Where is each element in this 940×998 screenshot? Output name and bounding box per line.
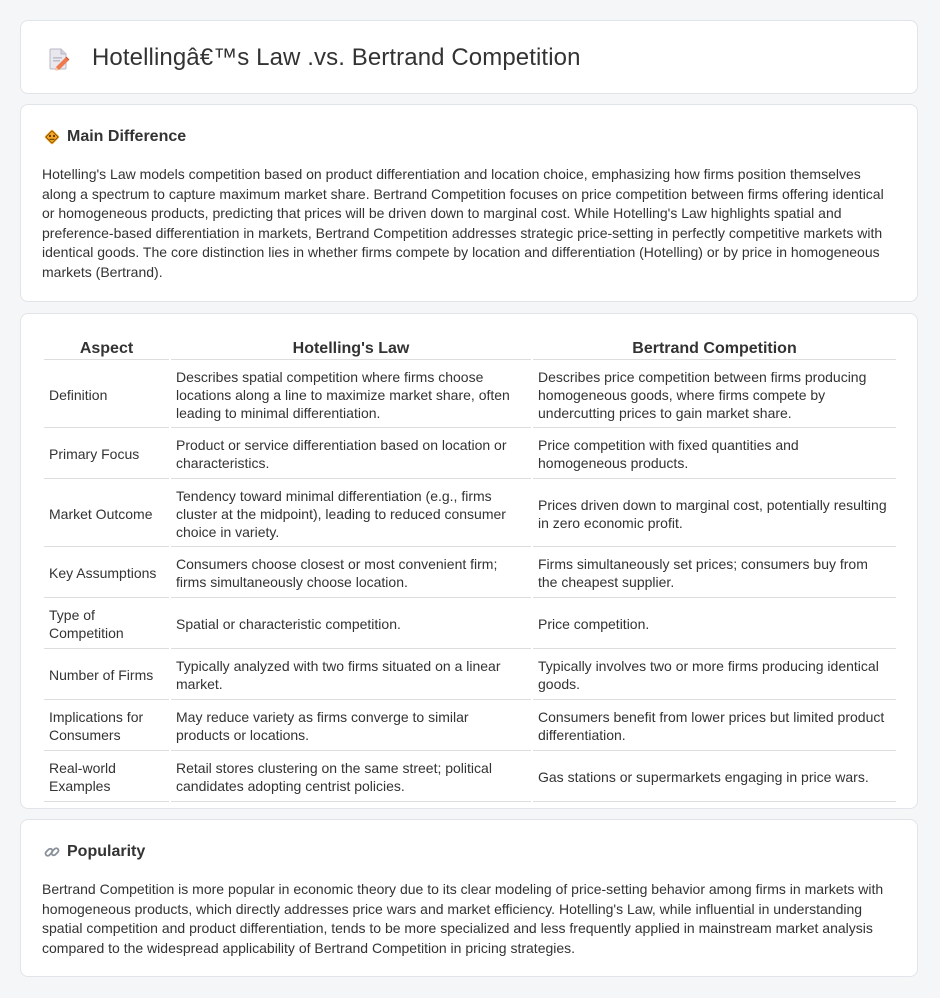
column-header-hotelling: Hotelling's Law: [171, 338, 531, 360]
hotelling-cell: Product or service differentiation based on location or characteristics.: [171, 430, 531, 479]
hotelling-cell: Tendency toward minimal differentiation (e.g., firms cluster at the midpoint), leading to reduced consumer choice in variety.: [171, 481, 531, 547]
comparison-table: [42, 336, 898, 804]
aspect-cell: Key Assumptions: [44, 549, 169, 598]
hotelling-cell: Retail stores clustering on the same street; political candidates adopting centrist policies.: [171, 753, 531, 802]
table-row: [44, 651, 896, 700]
aspect-cell: Number of Firms: [44, 651, 169, 700]
table-row: [44, 430, 896, 479]
comparison-table-card: [20, 313, 918, 809]
aspect-cell: Primary Focus: [44, 430, 169, 479]
table-row: [44, 481, 896, 547]
main-difference-header: [43, 128, 186, 146]
hotelling-cell: Spatial or characteristic competition.: [171, 600, 531, 649]
page-title: Hotellingâ€™s Law .vs. Bertrand Competition: [92, 44, 581, 71]
popularity-header: [43, 843, 145, 861]
document-pencil-icon: [47, 47, 71, 71]
aspect-cell: Type of Competition: [44, 600, 169, 649]
popularity-text: Bertrand Competition is more popular in economic theory due to its clear modeling of price-setting behavior among firms in markets with homogeneous products, which directly addresses price wars and market efficiency. Hotelling's Law, while influential in understanding spatial competition and product differentiation, tends to be more specialized and less frequently applied in mainstream market analysis compared to the widespread applicability of Bertrand Competition in pricing strategies.: [42, 881, 884, 956]
aspect-cell: Implications for Consumers: [44, 702, 169, 751]
hotelling-cell: Typically analyzed with two firms situated on a linear market.: [171, 651, 531, 700]
popularity-card: [20, 819, 918, 977]
bertrand-cell: Firms simultaneously set prices; consumers buy from the cheapest supplier.: [533, 549, 896, 598]
bertrand-cell: Gas stations or supermarkets engaging in price wars.: [533, 753, 896, 802]
aspect-cell: Market Outcome: [44, 481, 169, 547]
main-difference-card: [20, 104, 918, 302]
bertrand-cell: Prices driven down to marginal cost, potentially resulting in zero economic profit.: [533, 481, 896, 547]
aspect-cell: Real-world Examples: [44, 753, 169, 802]
bertrand-cell: Consumers benefit from lower prices but limited product differentiation.: [533, 702, 896, 751]
aspect-cell: Definition: [44, 362, 169, 428]
bertrand-cell: Price competition with fixed quantities and homogeneous products.: [533, 430, 896, 479]
column-header-aspect: Aspect: [44, 338, 169, 360]
table-row: [44, 702, 896, 751]
warning-sign-icon: [43, 128, 61, 146]
hotelling-cell: May reduce variety as firms converge to similar products or locations.: [171, 702, 531, 751]
link-icon: [43, 843, 61, 861]
table-row: [44, 753, 896, 802]
bertrand-cell: Typically involves two or more firms producing identical goods.: [533, 651, 896, 700]
bertrand-cell: Describes price competition between firms producing homogeneous goods, where firms compete by undercutting prices to gain market share.: [533, 362, 896, 428]
table-row: [44, 600, 896, 649]
main-difference-text: Hotelling's Law models competition based on product differentiation and location choice, emphasizing how firms position themselves along a spectrum to capture maximum market share. Bertrand Competition focuses on price competition between firms offering identical or homogeneous products, predicting that prices will be driven down to marginal cost. While Hotelling's Law highlights spatial and preference-based differentiation in markets, Bertrand Competition addresses strategic price-setting in perfectly competitive markets with identical goods. The core distinction lies in whether firms compete by location and differentiation (Hotelling) or by price in homogeneous markets (Bertrand).: [42, 166, 884, 280]
column-header-bertrand: Bertrand Competition: [533, 338, 896, 360]
table-row: [44, 362, 896, 428]
hotelling-cell: Describes spatial competition where firms choose locations along a line to maximize market share, often leading to minimal differentiation.: [171, 362, 531, 428]
bertrand-cell: Price competition.: [533, 600, 896, 649]
title-card: [20, 20, 918, 94]
table-row: [44, 549, 896, 598]
hotelling-cell: Consumers choose closest or most convenient firm; firms simultaneously choose location.: [171, 549, 531, 598]
table-header-row: [44, 338, 896, 360]
popularity-heading: Popularity: [67, 843, 146, 860]
main-difference-heading: Main Difference: [67, 128, 187, 145]
